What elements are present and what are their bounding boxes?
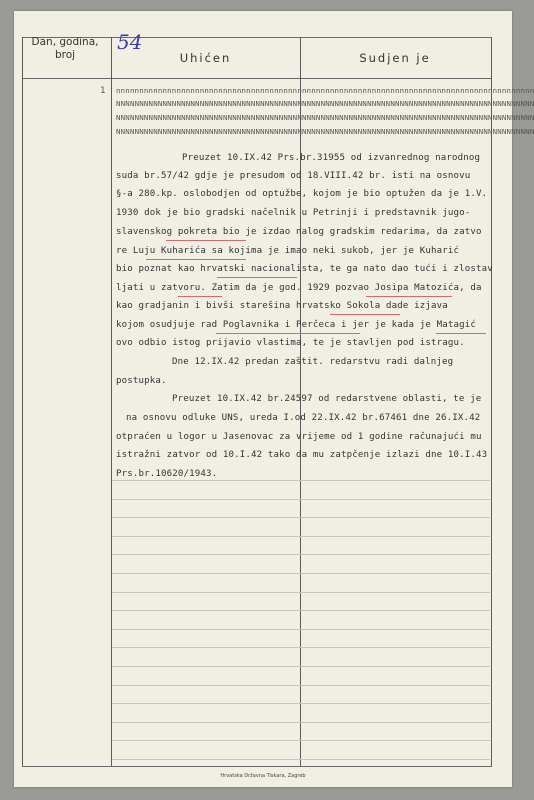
ruled-line [112,685,490,686]
text-line: Preuzet 10.IX.42 br.24597 od redarstvene oblasti, te je [172,394,482,404]
red-underline-matagic [436,333,486,334]
red-underline-poglavnika [216,333,300,334]
row-marker: 1 [100,86,106,96]
header-sentenced-column: Sudjen je [359,51,431,65]
struck-line: NNNNNNNNNNNNNNNNNNNNNNNNNNNNNNNNNNNNNNNNNNNNNNNNNNNNNNNNNNNNNNNNNNNNNNNNNNNNNNNNNNNNNNNNNN [116,127,534,136]
red-underline-perceca [298,333,360,334]
text-line: slavenskog pokreta bio je izdao nalog gradskim redarima, da zatvo [116,227,482,237]
table-left-border [22,37,23,766]
ruled-line [112,647,490,648]
ruled-line [112,480,490,481]
text-line: re Luju Kuharića sa kojima je imao neki sukob, jer je Kuharić [116,246,460,256]
ruled-line [112,666,490,667]
handwritten-number: 54 [117,30,143,54]
table-right-border [491,37,492,766]
text-line: istražni zatvor od 10.I.42 tako da mu zatpčenje izlazi dne 10.I.43 [116,450,488,460]
text-line: suda br.57/42 gdje je presudom od 18.VIII.42 br. isti na osnovu [116,171,471,181]
ruled-line [112,536,490,537]
ruled-line [112,610,490,611]
text-line: kao gradjanin i bivši starešina hrvatsko Sokola dade izjava [116,301,448,311]
table-bottom-border [22,766,492,767]
ruled-line [112,517,490,518]
text-line: postupka. [116,376,167,386]
header-date-line-1: Dan, godina, [31,36,99,48]
text-line: na osnovu odluke UNS, ureda I.od 22.IX.42 br.67461 dne 26.IX.42 [126,413,481,423]
text-line: Prs.br.10620/1943. [116,469,218,479]
text-line: otpraćen u logor u Jasenovac za vrijeme od 1 godine računajući mu [116,432,482,442]
red-underline-kuharic [146,259,246,260]
column-divider-1 [111,37,112,766]
text-line: §-a 280.kp. oslobodjen od optužbe, kojom je bio optužen da je 1.V. [116,189,488,199]
ruled-line [112,629,490,630]
struck-line: NNNNNNNNNNNNNNNNNNNNNNNNNNNNNNNNNNNNNNNNNNNNNNNNNNNNNNNNNNNNNNNNNNNNNNNNNNNNNNNNNNNNNNNNNN [116,113,534,122]
text-line: kojom osudjuje rad Poglavnika i Perčeca i jer je kada je Matagić [116,320,476,330]
header-date-column [22,36,108,62]
printer-imprint: Hrvatska Državna Tiskara, Zagreb [220,773,306,779]
ruled-line [112,499,490,500]
ruled-line [112,703,490,704]
text-line: ovo odbio istog prijavio vlastima, te je stavljen pod istragu. [116,338,465,348]
red-underline-pokreta [166,240,246,241]
red-underline-sokola [330,314,400,315]
header-date-line-2: broj [54,49,76,61]
red-underline-matozic [366,296,452,297]
ruled-line [112,740,490,741]
ruled-line [112,592,490,593]
text-line: Preuzet 10.IX.42 Prs.br.31955 od izvanrednog narodnog [182,153,481,163]
struck-line: NNNNNNNNNNNNNNNNNNNNNNNNNNNNNNNNNNNNNNNNNNNNNNNNNNNNNNNNNNNNNNNNNNNNNNNNNNNNNNNNNNNNNNNNNN [116,99,534,108]
header-arrested-column: Uhićen [179,51,232,65]
text-line: ljati u zatvoru. Zatim da je god. 1929 pozvao Josipa Matozića, da [116,283,482,293]
struck-line: nnnnnnnnnnnnnnnnnnnnnnnnnnnnnnnnnnnnnnnnnnnnnnnnnnnnnnnnnnnnnnnnnnnnnnnnnnnnnnnnnnnnnnnnnn [116,86,534,95]
red-underline-nacionalist [217,277,297,278]
text-line: bio poznat kao hrvatski nacionalista, te ga nato dao tući i zlostav [116,264,493,274]
header-bottom-border [22,78,492,79]
ruled-line [112,759,490,760]
text-line: Dne 12.IX.42 predan zaštit. redarstvu radi dalnjeg [172,357,454,367]
red-underline-zatvoru [178,296,222,297]
ruled-line [112,573,490,574]
ruled-line [112,554,490,555]
ruled-line [112,722,490,723]
text-line: 1930 dok je bio gradski načelnik u Petrinji i predstavnik jugo- [116,208,471,218]
